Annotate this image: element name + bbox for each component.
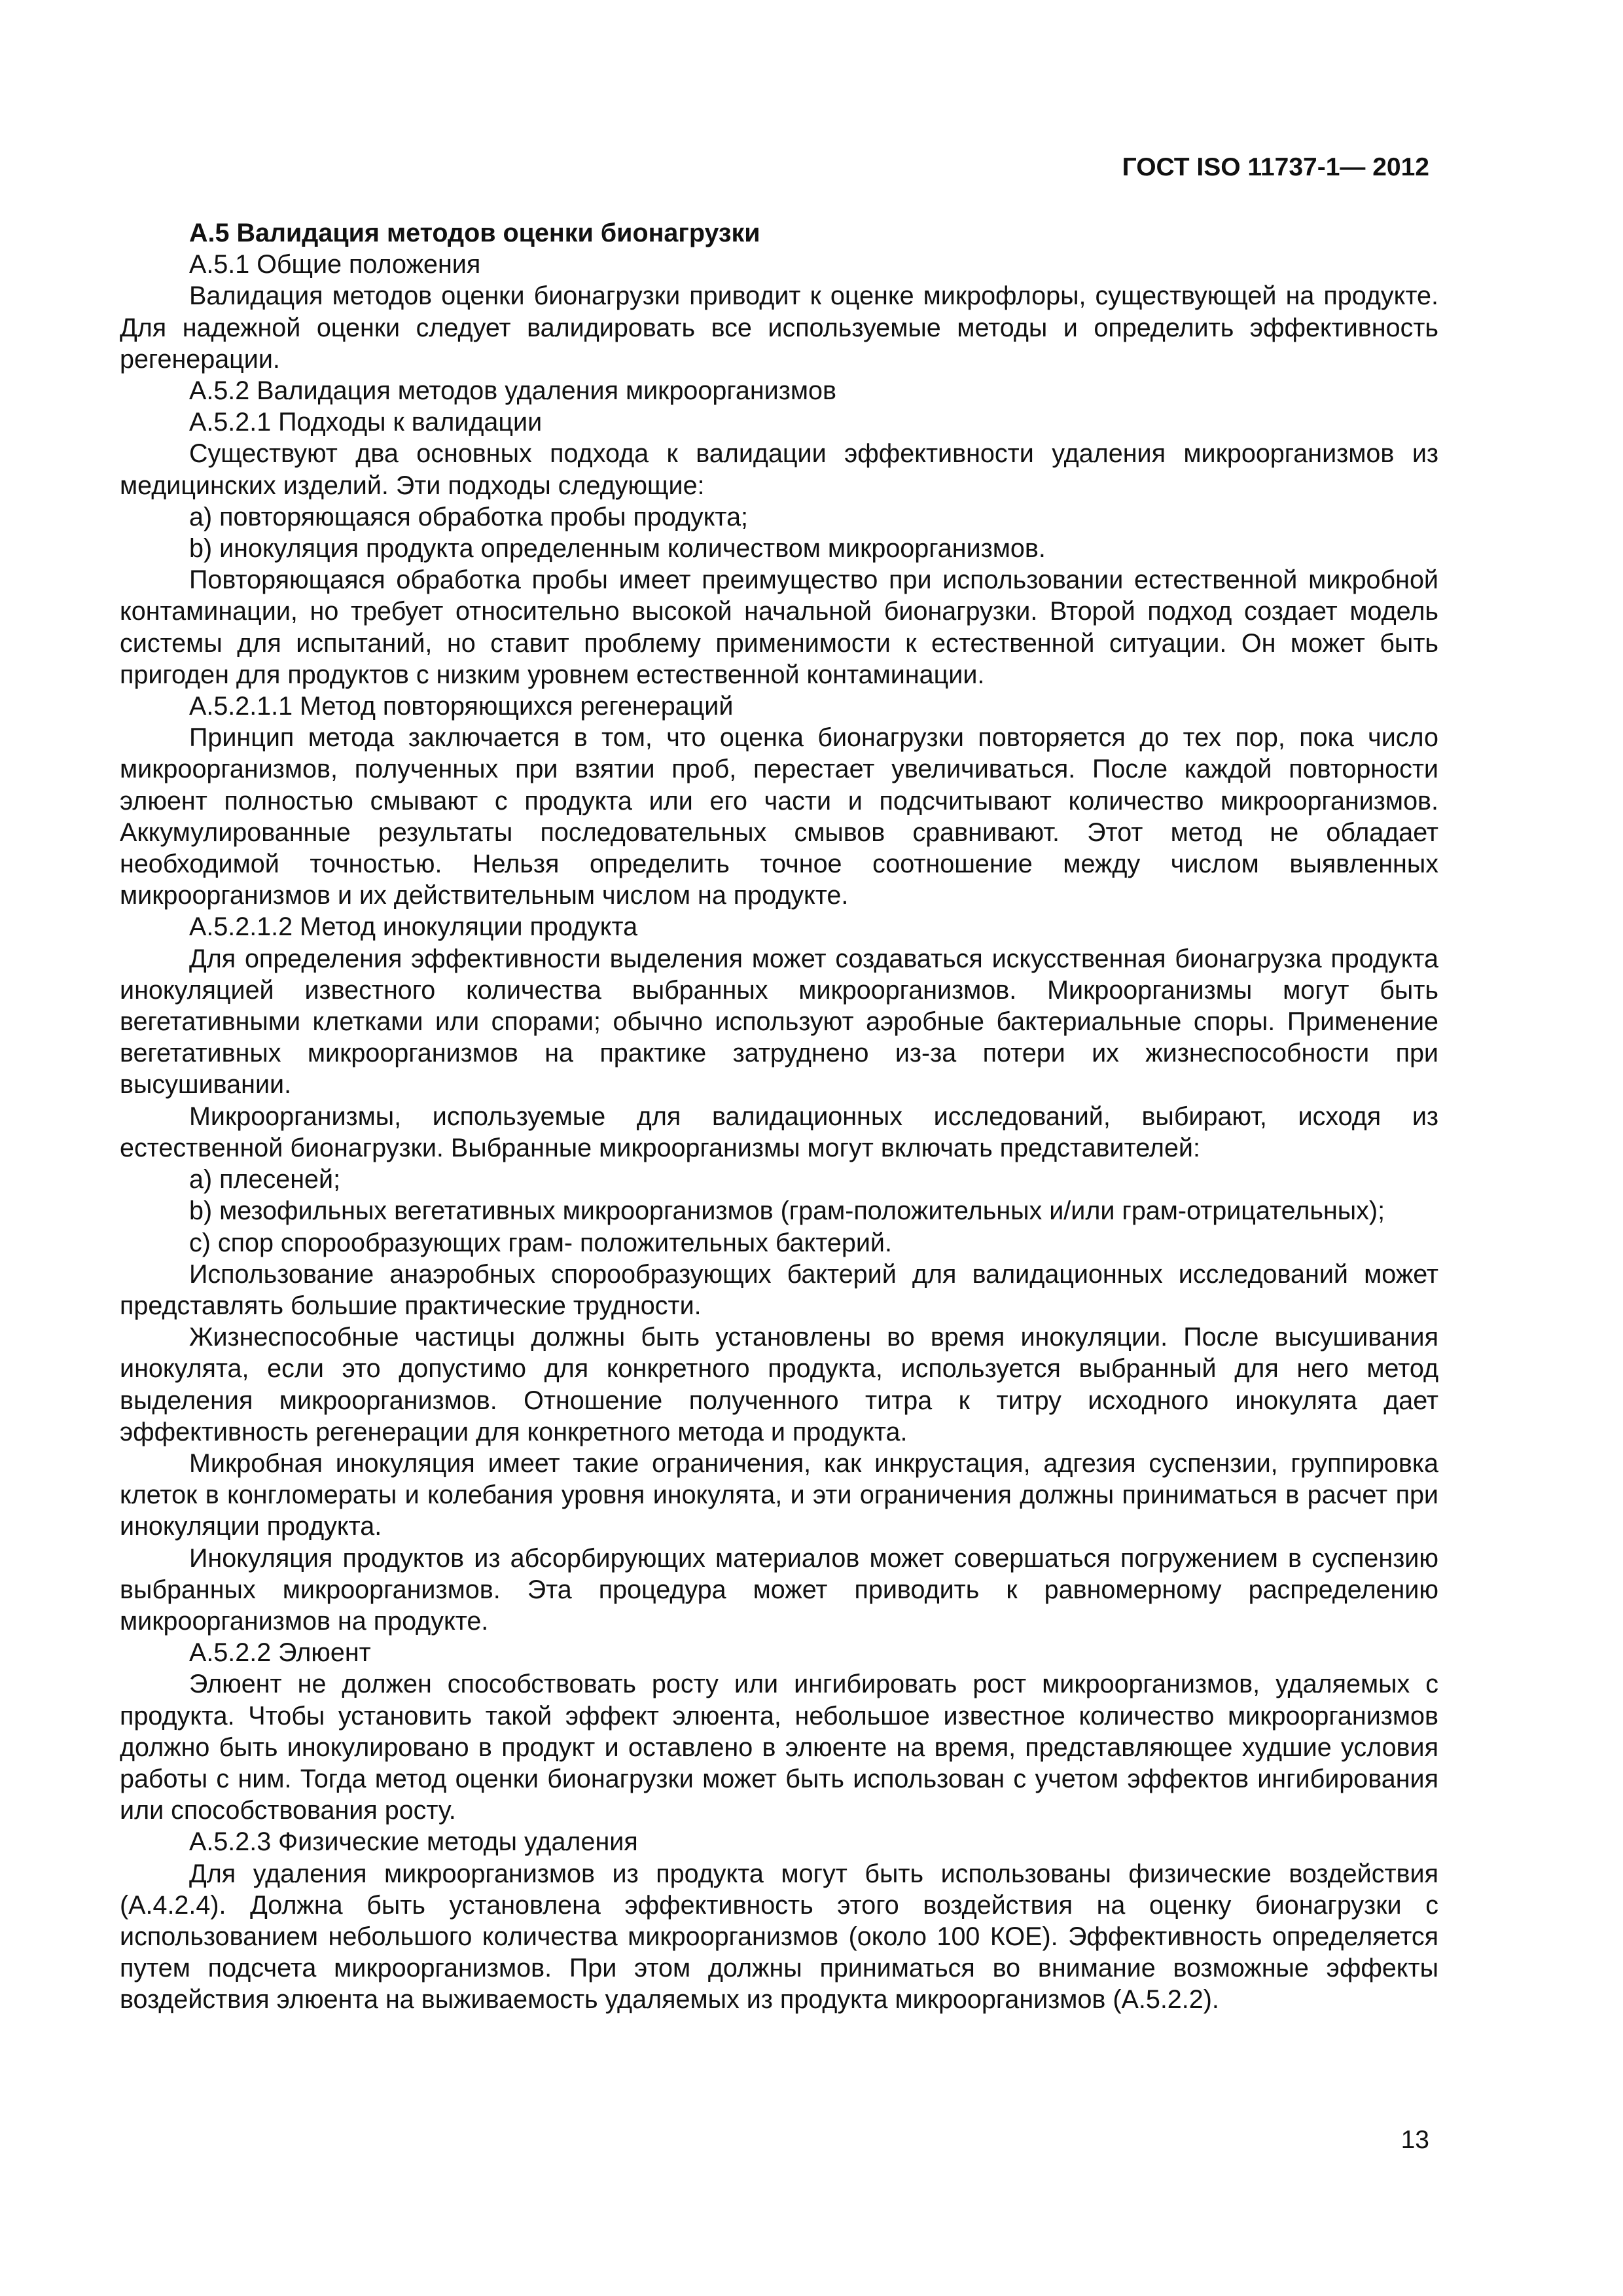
paragraph: Микробная инокуляция имеет такие ограничения, как инкрустация, адгезия суспензии, группировка клеток в конгломераты и колебания уровня инокулята, и эти ограничения должны приниматься в расчет при инокуляции продукта.	[120, 1448, 1438, 1541]
paragraph: Использование анаэробных спорообразующих бактерий для валидационных исследований может представлять большие практические трудности.	[120, 1259, 1438, 1320]
subsection-heading: А.5.2.1 Подходы к валидации	[189, 408, 543, 437]
paragraph: Валидация методов оценки бионагрузки приводит к оценке микрофлоры, существующей на продукте. Для надежной оценки следует валидировать все используемые методы и определить эффективность регенерации.	[120, 281, 1438, 374]
page-number: 13	[1400, 2126, 1429, 2154]
paragraph: Для удаления микроорганизмов из продукта могут быть использованы физические воздействия (А.4.2.4). Должна быть установлена эффективность этого воздействия на оценку бионагрузки с использованием небольшого количества микроорганизмов (около 100 КОЕ). Эффективность определяется путем подсчета микроорганизмов. При этом должны приниматься во внимание возможные эффекты воздействия элюента на выживаемость удаляемых из продукта микроорганизмов (А.5.2.2).	[120, 1859, 1438, 2015]
subsection-heading: А.5.2 Валидация методов удаления микроорганизмов	[189, 376, 836, 406]
paragraph: Микроорганизмы, используемые для валидационных исследований, выбирают, исходя из естественной бионагрузки. Выбранные микроорганизмы могут включать представителей:	[120, 1102, 1438, 1162]
paragraph: b) мезофильных вегетативных микроорганизмов (грам-положительных и/или грам-отрицательных);	[189, 1196, 1385, 1226]
paragraph: Инокуляция продуктов из абсорбирующих материалов может совершаться погружением в суспензию выбранных микроорганизмов. Эта процедура может приводить к равномерному распределению микроорганизмов на продукте.	[120, 1543, 1438, 1636]
subsection-heading: А.5.2.1.2 Метод инокуляции продукта	[189, 912, 638, 942]
subsection-heading: А.5.1 Общие положения	[189, 250, 481, 279]
paragraph: Жизнеспособные частицы должны быть установлены во время инокуляции. После высушивания инокулята, если это допустимо для конкретного продукта, используется выбранный для него метод выделения микроорганизмов. Отношение полученного титра к титру исходного инокулята дает эффективность регенерации для конкретного метода и продукта.	[120, 1323, 1438, 1446]
paragraph: b) инокуляция продукта определенным количеством микроорганизмов.	[189, 534, 1046, 564]
document-code-header: ГОСТ ISO 11737-1— 2012	[1122, 153, 1429, 181]
paragraph: Для определения эффективности выделения может создаваться искусственная бионагрузка продукта инокуляцией известного количества выбранных микроорганизмов. Микроорганизмы могут быть вегетативными клетками или спорами; обычно используют аэробные бактериальные споры. Применение вегетативных микроорганизмов на практике затруднено из-за потери их жизнеспособности при высушивании.	[120, 944, 1438, 1100]
paragraph: а) повторяющаяся обработка пробы продукта;	[189, 502, 749, 531]
paragraph: Существуют два основных подхода к валидации эффективности удаления микроорганизмов из медицинских изделий. Эти подходы следующие:	[120, 439, 1438, 500]
document-body	[120, 217, 1438, 2016]
paragraph: Элюент не должен способствовать росту или ингибировать рост микроорганизмов, удаляемых с продукта. Чтобы установить такой эффект элюента, небольшое известное количество микроорганизмов должно быть инокулировано в продукт и оставлено в элюенте на время, представляющее худшие условия работы с ним. Тогда метод оценки бионагрузки может быть использован с учетом эффектов ингибирования или способствования росту.	[120, 1670, 1438, 1825]
subsection-heading: А.5.2.3 Физические методы удаления	[189, 1827, 638, 1857]
subsection-heading: А.5.2.2 Элюент	[189, 1638, 371, 1668]
paragraph: с) спор спорообразующих грам- положительных бактерий.	[189, 1228, 892, 1257]
paragraph: а) плесеней;	[189, 1165, 341, 1194]
paragraph: Принцип метода заключается в том, что оценка бионагрузки повторяется до тех пор, пока число микроорганизмов, полученных при взятии проб, перестает увеличиваться. После каждой повторности элюент полностью смывают с продукта или его части и подсчитывают количество микроорганизмов. Аккумулированные результаты последовательных смывов сравнивают. Этот метод не обладает необходимой точностью. Нельзя определить точное соотношение между числом выявленных микроорганизмов и их действительным числом на продукте.	[120, 723, 1438, 910]
section-heading: А.5 Валидация методов оценки бионагрузки	[189, 219, 760, 247]
subsection-heading: А.5.2.1.1 Метод повторяющихся регенераций	[189, 692, 734, 721]
paragraph: Повторяющаяся обработка пробы имеет преимущество при использовании естественной микробной контаминации, но требует относительно высокой начальной бионагрузки. Второй подход создает модель системы для испытаний, но ставит проблему применимости к естественной ситуации. Он может быть пригоден для продуктов с низким уровнем естественной контаминации.	[120, 565, 1438, 689]
